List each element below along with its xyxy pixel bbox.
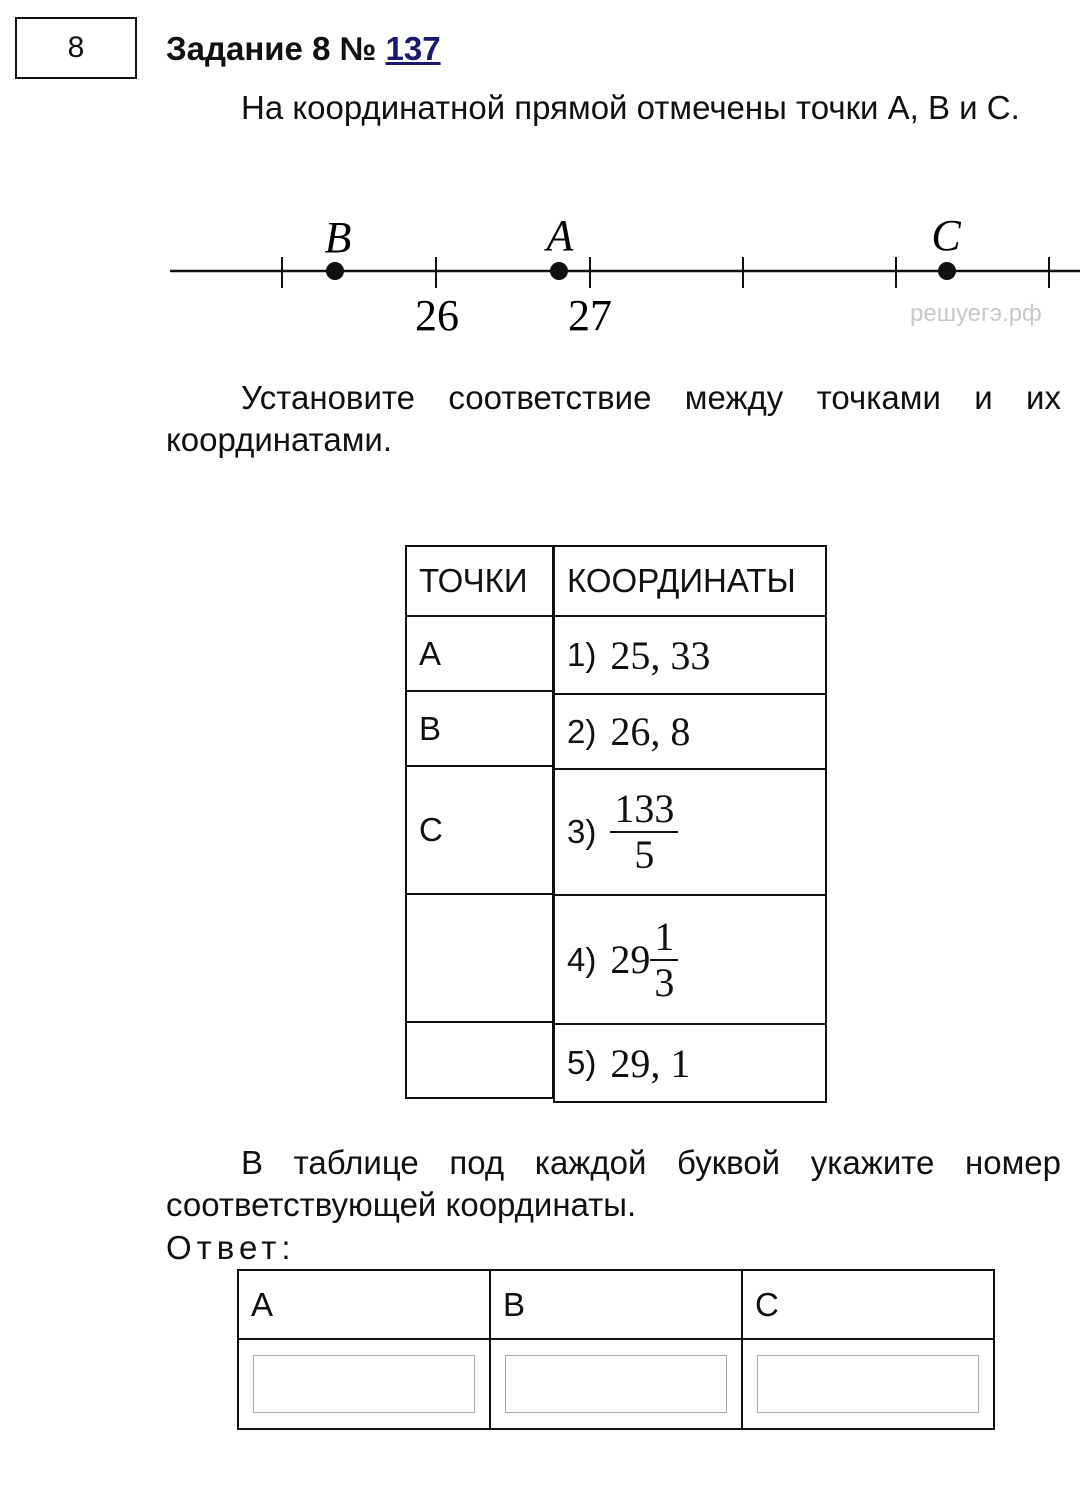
- tick-label-26: 26: [415, 291, 459, 340]
- point-cell: [406, 1022, 553, 1098]
- point-c-dot: [938, 262, 956, 280]
- denominator: 5: [634, 832, 655, 877]
- tick-label-27: 27: [568, 291, 612, 340]
- mixed-number: [610, 915, 678, 1005]
- point-a-label: A: [546, 211, 574, 260]
- coord-number: 3): [567, 813, 597, 850]
- coord-cell: [554, 616, 826, 694]
- task-number: 8: [67, 31, 85, 64]
- point-cell: A: [406, 616, 553, 691]
- point-c-label: C: [931, 211, 961, 260]
- coord-number: 5): [567, 1044, 597, 1081]
- answer-instruction-text: В таблице под каждой буквой укажите номер соответствующей координаты.: [166, 1144, 1061, 1223]
- coord-number: 4): [567, 940, 597, 978]
- coord-cell: [554, 895, 826, 1024]
- coords-header: КООРДИНАТЫ: [554, 546, 826, 616]
- point-cell: B: [406, 691, 553, 766]
- intro-text: На координатной прямой отмечены точки A, B и C.: [241, 89, 1020, 126]
- answer-header-b: B: [490, 1270, 742, 1339]
- fraction: [610, 787, 678, 877]
- coord-cell: [554, 694, 826, 769]
- answer-input-a[interactable]: [253, 1355, 475, 1413]
- point-a-dot: [550, 262, 568, 280]
- task-id-link[interactable]: 137: [385, 30, 441, 67]
- coord-cell: [554, 1024, 826, 1102]
- point-cell: [406, 894, 553, 1022]
- point-b-dot: [326, 262, 344, 280]
- denominator: 3: [654, 959, 675, 1005]
- numerator: 1: [654, 913, 675, 959]
- coord-number: 2): [567, 712, 597, 750]
- points-header: ТОЧКИ: [406, 546, 553, 616]
- coord-cell: [554, 769, 826, 895]
- point-cell: C: [406, 766, 553, 894]
- coord-value: 29, 1: [610, 1040, 691, 1086]
- answer-input-b[interactable]: [505, 1355, 727, 1413]
- numerator: 133: [614, 786, 675, 831]
- instruction-text: Установите соответствие между точками и их координатами.: [166, 379, 1061, 458]
- watermark: решуегэ.рф: [910, 300, 1042, 327]
- task-number-box: [15, 17, 137, 79]
- coord-number: 1): [567, 636, 597, 673]
- answer-table: [237, 1269, 995, 1430]
- answer-input-c[interactable]: [757, 1355, 979, 1413]
- task-title: [166, 29, 441, 69]
- answer-header-c: C: [742, 1270, 994, 1339]
- fraction: [650, 915, 678, 1005]
- coords-column: [553, 545, 827, 1103]
- answer-label: Ответ:: [166, 1229, 296, 1266]
- task-title-prefix: Задание 8 №: [166, 30, 386, 67]
- points-column: [405, 545, 554, 1099]
- coord-value: 26, 8: [610, 709, 691, 754]
- answer-header-a: A: [238, 1270, 490, 1339]
- point-b-label: B: [324, 213, 352, 262]
- whole-part: 29: [610, 937, 651, 982]
- coord-value: 25, 33: [610, 632, 711, 678]
